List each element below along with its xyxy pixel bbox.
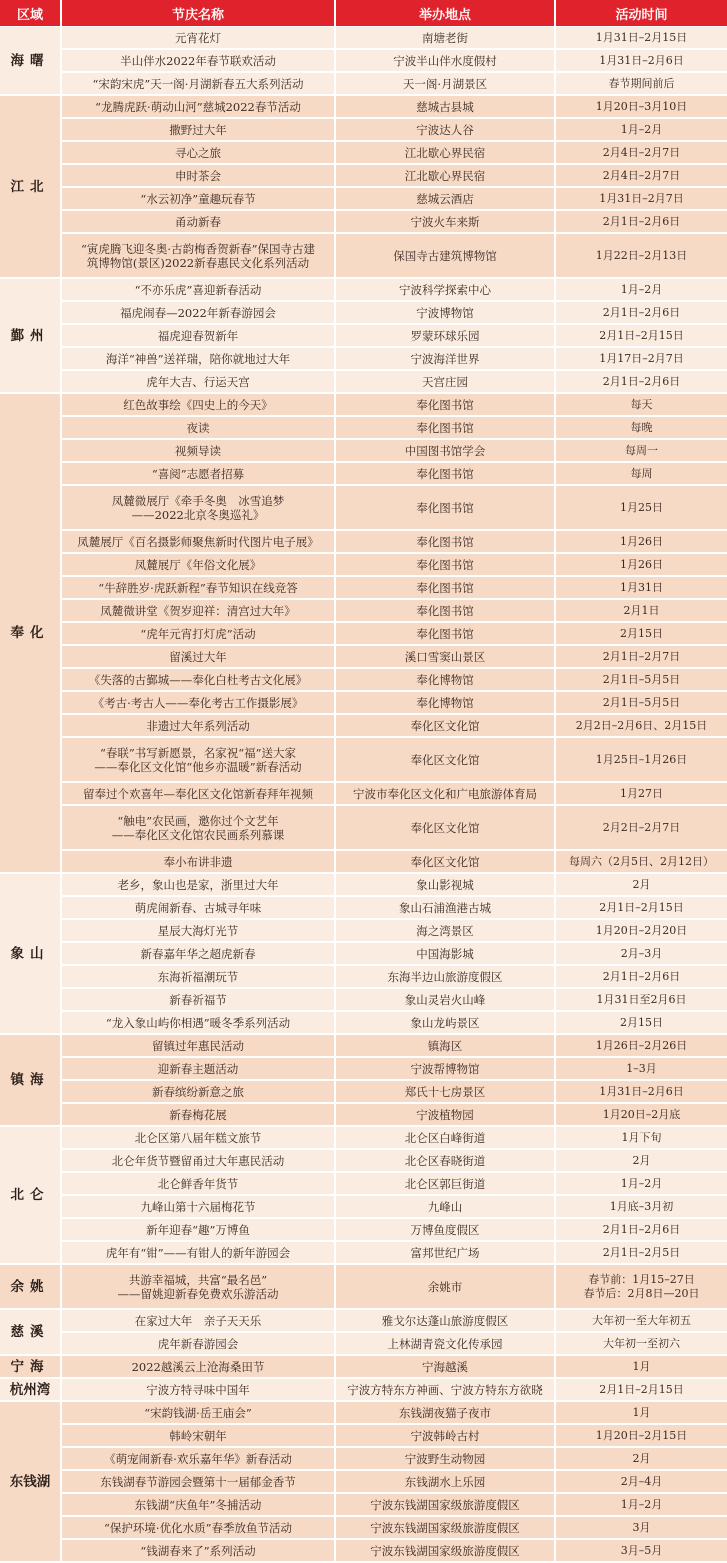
table-row bbox=[0, 851, 727, 874]
time-cell: 3月 bbox=[556, 1517, 727, 1540]
time-cell: 2月2日–2月7日 bbox=[556, 806, 727, 851]
region-cell: 慈溪 bbox=[0, 1310, 62, 1356]
event-name-cell: 共游幸福城，共富“最名邑” ——留姚迎新春免费欢乐游活动 bbox=[62, 1265, 336, 1310]
time-cell: 1月31日–2月7日 bbox=[556, 188, 727, 211]
time-cell: 2月–3月 bbox=[556, 943, 727, 966]
venue-cell: 中国海影城 bbox=[336, 943, 556, 966]
table-row bbox=[0, 1242, 727, 1265]
table-row bbox=[0, 1448, 727, 1471]
event-name-cell: 半山伴水2022年春节联欢活动 bbox=[62, 50, 336, 73]
event-name-cell: 新春梅花展 bbox=[62, 1104, 336, 1127]
time-cell: 每周一 bbox=[556, 440, 727, 463]
time-cell: 1月31日–2月6日 bbox=[556, 50, 727, 73]
time-cell: 1月下旬 bbox=[556, 1127, 727, 1150]
venue-cell: 奉化图书馆 bbox=[336, 463, 556, 486]
table-row bbox=[0, 577, 727, 600]
table-row bbox=[0, 394, 727, 417]
time-cell: 2月1日–2月7日 bbox=[556, 646, 727, 669]
time-cell: 1月20日–2月15日 bbox=[556, 1425, 727, 1448]
event-name-cell: 奉小布讲非遗 bbox=[62, 851, 336, 874]
event-name-cell: “龙腾虎跃·萌动山河”慈城2022春节活动 bbox=[62, 96, 336, 119]
region-cell: 余姚 bbox=[0, 1265, 62, 1310]
event-name-cell: “触电”农民画，邀你过个文艺年 ——奉化区文化馆农民画系列慕课 bbox=[62, 806, 336, 851]
venue-cell: 江北歇心界民宿 bbox=[336, 142, 556, 165]
table-row bbox=[0, 73, 727, 96]
table-row bbox=[0, 119, 727, 142]
table-row bbox=[0, 783, 727, 806]
event-name-cell: 红色故事绘《四史上的今天》 bbox=[62, 394, 336, 417]
time-cell: 1月20日–3月10日 bbox=[556, 96, 727, 119]
venue-cell: 奉化图书馆 bbox=[336, 623, 556, 646]
time-cell: 1月底–3月初 bbox=[556, 1196, 727, 1219]
table-row bbox=[0, 669, 727, 692]
table-row bbox=[0, 920, 727, 943]
table-row bbox=[0, 1081, 727, 1104]
event-name-cell: “喜阅”志愿者招募 bbox=[62, 463, 336, 486]
event-name-cell: “不亦乐虎”喜迎新春活动 bbox=[62, 279, 336, 302]
time-cell: 1月–2月 bbox=[556, 1494, 727, 1517]
region-cell: 杭州湾 bbox=[0, 1379, 62, 1402]
venue-cell: 宁波东钱湖国家级旅游度假区 bbox=[336, 1494, 556, 1517]
venue-cell: 宁波市奉化区文化和广电旅游体育局 bbox=[336, 783, 556, 806]
region-cell: 北仑 bbox=[0, 1127, 62, 1265]
event-name-cell: 凤麓微展厅《牵手冬奥 冰雪追梦 ——2022北京冬奥巡礼》 bbox=[62, 486, 336, 531]
table-row bbox=[0, 897, 727, 920]
venue-cell: 奉化区文化馆 bbox=[336, 715, 556, 738]
time-cell: 1月26日 bbox=[556, 531, 727, 554]
venue-cell: 海之湾景区 bbox=[336, 920, 556, 943]
table-row bbox=[0, 371, 727, 394]
time-cell: 春节期间前后 bbox=[556, 73, 727, 96]
time-cell: 春节前：1月15–27日 春节后：2月8日—20日 bbox=[556, 1265, 727, 1310]
event-name-cell: 北仑鲜香年货节 bbox=[62, 1173, 336, 1196]
table-row bbox=[0, 646, 727, 669]
table-row bbox=[0, 165, 727, 188]
event-name-cell: 凤麓展厅《年俗文化展》 bbox=[62, 554, 336, 577]
table-row bbox=[0, 463, 727, 486]
table-header-row bbox=[0, 0, 727, 27]
time-cell: 1月31日至2月6日 bbox=[556, 989, 727, 1012]
event-name-cell: “龙入象山屿你相遇”暖冬季系列活动 bbox=[62, 1012, 336, 1035]
time-cell: 每周六（2月5日、2月12日） bbox=[556, 851, 727, 874]
table-row bbox=[0, 1012, 727, 1035]
time-cell: 1月31日–2月6日 bbox=[556, 1081, 727, 1104]
event-name-cell: 申时茶会 bbox=[62, 165, 336, 188]
event-name-cell: 《考古·考古人——奉化考古工作摄影展》 bbox=[62, 692, 336, 715]
time-cell: 2月2日–2月6日、2月15日 bbox=[556, 715, 727, 738]
event-name-cell: 北仑区第八届年糕文旅节 bbox=[62, 1127, 336, 1150]
venue-cell: 九峰山 bbox=[336, 1196, 556, 1219]
venue-cell: 宁波野生动物园 bbox=[336, 1448, 556, 1471]
event-name-cell: 凤麓展厅《百名摄影师聚焦新时代图片电子展》 bbox=[62, 531, 336, 554]
event-name-cell: 迎新春主题活动 bbox=[62, 1058, 336, 1081]
table-row bbox=[0, 943, 727, 966]
event-name-cell: 在家过大年 亲子天天乐 bbox=[62, 1310, 336, 1333]
table-row bbox=[0, 531, 727, 554]
table-row bbox=[0, 1104, 727, 1127]
venue-cell: 奉化区文化馆 bbox=[336, 738, 556, 783]
time-cell: 2月1日–2月15日 bbox=[556, 1379, 727, 1402]
time-cell: 2月1日–2月5日 bbox=[556, 1242, 727, 1265]
time-cell: 1月–2月 bbox=[556, 119, 727, 142]
time-cell: 2月 bbox=[556, 1448, 727, 1471]
event-name-cell: “春联”书写新愿景，名家祝“福”送大家 ——奉化区文化馆“他乡亦温暖”新春活动 bbox=[62, 738, 336, 783]
time-cell: 2月1日–2月6日 bbox=[556, 371, 727, 394]
event-name-cell: 海洋“神兽”送祥瑞，陪你就地过大年 bbox=[62, 348, 336, 371]
time-cell: 1月27日 bbox=[556, 783, 727, 806]
event-name-cell: 萌虎闹新春、古城寻年味 bbox=[62, 897, 336, 920]
time-cell: 2月1日–5月5日 bbox=[556, 692, 727, 715]
table-row bbox=[0, 1379, 727, 1402]
venue-cell: 奉化博物馆 bbox=[336, 669, 556, 692]
time-cell: 1月31日–2月15日 bbox=[556, 27, 727, 50]
event-name-cell: 东钱湖“庆鱼年”冬捕活动 bbox=[62, 1494, 336, 1517]
venue-cell: 上林湖青瓷文化传承园 bbox=[336, 1333, 556, 1356]
time-cell: 2月 bbox=[556, 1150, 727, 1173]
time-cell: 2月15日 bbox=[556, 1012, 727, 1035]
venue-cell: 象山影视城 bbox=[336, 874, 556, 897]
event-name-cell: 夜读 bbox=[62, 417, 336, 440]
table-row bbox=[0, 142, 727, 165]
table-row bbox=[0, 325, 727, 348]
region-cell: 鄞州 bbox=[0, 279, 62, 394]
time-cell: 1月 bbox=[556, 1356, 727, 1379]
event-name-cell: 福虎闹春—2022年新春游园会 bbox=[62, 302, 336, 325]
table-row bbox=[0, 806, 727, 851]
venue-cell: 雅戈尔达蓬山旅游度假区 bbox=[336, 1310, 556, 1333]
venue-cell: 保国寺古建筑博物馆 bbox=[336, 234, 556, 279]
event-name-cell: 虎年有“钳”——有钳人的新年游园会 bbox=[62, 1242, 336, 1265]
venue-cell: 罗蒙环球乐园 bbox=[336, 325, 556, 348]
venue-cell: 奉化图书馆 bbox=[336, 531, 556, 554]
event-name-cell: “钱湖春来了”系列活动 bbox=[62, 1540, 336, 1563]
time-cell: 每天 bbox=[556, 394, 727, 417]
venue-cell: 宁波火车来斯 bbox=[336, 211, 556, 234]
time-cell: 2月4日–2月7日 bbox=[556, 165, 727, 188]
event-name-cell: 凤麓微讲堂《贺岁迎祥：清宫过大年》 bbox=[62, 600, 336, 623]
venue-cell: 宁海越溪 bbox=[336, 1356, 556, 1379]
event-name-cell: 元宵花灯 bbox=[62, 27, 336, 50]
table-row bbox=[0, 50, 727, 73]
venue-cell: 奉化图书馆 bbox=[336, 394, 556, 417]
venue-cell: 东海半边山旅游度假区 bbox=[336, 966, 556, 989]
table-row bbox=[0, 874, 727, 897]
event-name-cell: 非遗过大年系列活动 bbox=[62, 715, 336, 738]
event-name-cell: 新春嘉年华之超虎新春 bbox=[62, 943, 336, 966]
time-cell: 2月1日–2月6日 bbox=[556, 966, 727, 989]
event-name-cell: 新年迎春“趣”万博鱼 bbox=[62, 1219, 336, 1242]
venue-cell: 奉化区文化馆 bbox=[336, 851, 556, 874]
venue-cell: 东钱湖夜猫子夜市 bbox=[336, 1402, 556, 1425]
venue-cell: 天宫庄园 bbox=[336, 371, 556, 394]
time-cell: 1月 bbox=[556, 1402, 727, 1425]
event-name-cell: 视频导读 bbox=[62, 440, 336, 463]
event-name-cell: “水云初净”童趣玩春节 bbox=[62, 188, 336, 211]
event-name-cell: “虎年元宵打灯虎”活动 bbox=[62, 623, 336, 646]
table-row bbox=[0, 1219, 727, 1242]
event-name-cell: 福虎迎春贺新年 bbox=[62, 325, 336, 348]
venue-cell: 天一阁·月湖景区 bbox=[336, 73, 556, 96]
event-name-cell: 《萌宠闹新春·欢乐嘉年华》新春活动 bbox=[62, 1448, 336, 1471]
venue-cell: 北仑区白峰街道 bbox=[336, 1127, 556, 1150]
venue-cell: 奉化图书馆 bbox=[336, 600, 556, 623]
event-name-cell: 甬动新春 bbox=[62, 211, 336, 234]
venue-cell: 奉化图书馆 bbox=[336, 486, 556, 531]
venue-cell: 象山石浦渔港古城 bbox=[336, 897, 556, 920]
table-row bbox=[0, 1265, 727, 1310]
venue-cell: 奉化博物馆 bbox=[336, 692, 556, 715]
venue-cell: 宁波韩岭古村 bbox=[336, 1425, 556, 1448]
venue-cell: 北仑区春晓街道 bbox=[336, 1150, 556, 1173]
time-cell: 大年初一至初六 bbox=[556, 1333, 727, 1356]
venue-cell: 奉化图书馆 bbox=[336, 577, 556, 600]
table-row bbox=[0, 27, 727, 50]
time-cell: 2月1日–2月6日 bbox=[556, 211, 727, 234]
time-cell: 每周 bbox=[556, 463, 727, 486]
table-row bbox=[0, 1127, 727, 1150]
venue-cell: 宁波东钱湖国家级旅游度假区 bbox=[336, 1540, 556, 1563]
event-name-cell: 留溪过大年 bbox=[62, 646, 336, 669]
table-row bbox=[0, 440, 727, 463]
venue-cell: 宁波达人谷 bbox=[336, 119, 556, 142]
time-cell: 1月20日–2月20日 bbox=[556, 920, 727, 943]
venue-cell: 宁波科学探索中心 bbox=[336, 279, 556, 302]
venue-cell: 宁波半山伴水度假村 bbox=[336, 50, 556, 73]
table-row bbox=[0, 989, 727, 1012]
table-row bbox=[0, 302, 727, 325]
region-cell: 象山 bbox=[0, 874, 62, 1035]
venue-cell: 奉化区文化馆 bbox=[336, 806, 556, 851]
event-name-cell: 新春缤纷新意之旅 bbox=[62, 1081, 336, 1104]
venue-cell: 宁波植物园 bbox=[336, 1104, 556, 1127]
region-cell: 奉化 bbox=[0, 394, 62, 874]
table-row bbox=[0, 1058, 727, 1081]
time-cell: 1–3月 bbox=[556, 1058, 727, 1081]
venue-cell: 江北歇心界民宿 bbox=[336, 165, 556, 188]
region-cell: 江北 bbox=[0, 96, 62, 279]
time-cell: 1月20日–2月底 bbox=[556, 1104, 727, 1127]
venue-cell: 万博鱼度假区 bbox=[336, 1219, 556, 1242]
event-name-cell: 《失落的古鄞城——奉化白杜考古文化展》 bbox=[62, 669, 336, 692]
time-cell: 1月26日 bbox=[556, 554, 727, 577]
header-event-name: 节庆名称 bbox=[62, 0, 336, 27]
table-row bbox=[0, 1517, 727, 1540]
event-name-cell: 老乡，象山也是家，浙里过大年 bbox=[62, 874, 336, 897]
venue-cell: 宁波帮博物馆 bbox=[336, 1058, 556, 1081]
time-cell: 1月22日–2月13日 bbox=[556, 234, 727, 279]
event-name-cell: 虎年大吉、行运天宫 bbox=[62, 371, 336, 394]
table-row bbox=[0, 1173, 727, 1196]
table-row bbox=[0, 1035, 727, 1058]
event-name-cell: 2022越溪云上沧海桑田节 bbox=[62, 1356, 336, 1379]
venue-cell: 象山龙屿景区 bbox=[336, 1012, 556, 1035]
region-cell: 海曙 bbox=[0, 27, 62, 96]
venue-cell: 宁波海洋世界 bbox=[336, 348, 556, 371]
time-cell: 2月 bbox=[556, 874, 727, 897]
venue-cell: 北仑区郭巨街道 bbox=[336, 1173, 556, 1196]
header-region: 区域 bbox=[0, 0, 62, 27]
event-name-cell: 北仑年货节暨留甬过大年惠民活动 bbox=[62, 1150, 336, 1173]
event-name-cell: 韩岭宋朝年 bbox=[62, 1425, 336, 1448]
venue-cell: 慈城云酒店 bbox=[336, 188, 556, 211]
header-venue: 举办地点 bbox=[336, 0, 556, 27]
table-row bbox=[0, 715, 727, 738]
table-row bbox=[0, 966, 727, 989]
time-cell: 2月–4月 bbox=[556, 1471, 727, 1494]
venue-cell: 东钱湖水上乐园 bbox=[336, 1471, 556, 1494]
table-row bbox=[0, 96, 727, 119]
venue-cell: 余姚市 bbox=[336, 1265, 556, 1310]
time-cell: 每晚 bbox=[556, 417, 727, 440]
region-cell: 宁海 bbox=[0, 1356, 62, 1379]
table-row bbox=[0, 738, 727, 783]
venue-cell: 南塘老街 bbox=[336, 27, 556, 50]
time-cell: 2月1日–2月15日 bbox=[556, 897, 727, 920]
venue-cell: 宁波方特东方神画、宁波方特东方欲晓 bbox=[336, 1379, 556, 1402]
table-row bbox=[0, 1540, 727, 1563]
event-name-cell: “宋韵钱湖·岳王庙会” bbox=[62, 1402, 336, 1425]
time-cell: 2月4日–2月7日 bbox=[556, 142, 727, 165]
venue-cell: 中国图书馆学会 bbox=[336, 440, 556, 463]
time-cell: 2月1日–2月15日 bbox=[556, 325, 727, 348]
table-row bbox=[0, 348, 727, 371]
table-row bbox=[0, 1356, 727, 1379]
venue-cell: 溪口雪窦山景区 bbox=[336, 646, 556, 669]
region-cell: 镇海 bbox=[0, 1035, 62, 1127]
time-cell: 2月15日 bbox=[556, 623, 727, 646]
time-cell: 2月1日–2月6日 bbox=[556, 1219, 727, 1242]
table-row bbox=[0, 1402, 727, 1425]
event-name-cell: 留奉过个欢喜年—奉化区文化馆新春拜年视频 bbox=[62, 783, 336, 806]
table-row bbox=[0, 1310, 727, 1333]
time-cell: 1月25日 bbox=[556, 486, 727, 531]
time-cell: 1月31日 bbox=[556, 577, 727, 600]
time-cell: 2月1日–5月5日 bbox=[556, 669, 727, 692]
table-row bbox=[0, 234, 727, 279]
event-name-cell: 新春祈福节 bbox=[62, 989, 336, 1012]
event-name-cell: 留镇过年惠民活动 bbox=[62, 1035, 336, 1058]
venue-cell: 奉化图书馆 bbox=[336, 417, 556, 440]
table-row bbox=[0, 279, 727, 302]
table-body bbox=[0, 27, 727, 1563]
time-cell: 1月–2月 bbox=[556, 1173, 727, 1196]
venue-cell: 宁波博物馆 bbox=[336, 302, 556, 325]
venue-cell: 慈城古县城 bbox=[336, 96, 556, 119]
region-cell: 东钱湖 bbox=[0, 1402, 62, 1563]
table-row bbox=[0, 486, 727, 531]
event-name-cell: 东钱湖春节游园会暨第十一届郁金香节 bbox=[62, 1471, 336, 1494]
table-row bbox=[0, 211, 727, 234]
event-name-cell: “牛辞胜岁·虎跃新程”春节知识在线竞答 bbox=[62, 577, 336, 600]
table-row bbox=[0, 1494, 727, 1517]
event-name-cell: 撒野过大年 bbox=[62, 119, 336, 142]
table-row bbox=[0, 1425, 727, 1448]
venue-cell: 象山灵岩火山峰 bbox=[336, 989, 556, 1012]
time-cell: 2月1日–2月6日 bbox=[556, 302, 727, 325]
venue-cell: 宁波东钱湖国家级旅游度假区 bbox=[336, 1517, 556, 1540]
header-time: 活动时间 bbox=[556, 0, 727, 27]
table-row bbox=[0, 600, 727, 623]
event-name-cell: 九峰山第十六届梅花节 bbox=[62, 1196, 336, 1219]
event-name-cell: 虎年新春游园会 bbox=[62, 1333, 336, 1356]
time-cell: 大年初一至大年初五 bbox=[556, 1310, 727, 1333]
table-row bbox=[0, 1196, 727, 1219]
venue-cell: 奉化图书馆 bbox=[336, 554, 556, 577]
event-name-cell: 东海祈福潮玩节 bbox=[62, 966, 336, 989]
time-cell: 2月1日 bbox=[556, 600, 727, 623]
table-row bbox=[0, 188, 727, 211]
event-name-cell: 星辰大海灯光节 bbox=[62, 920, 336, 943]
event-name-cell: “寅虎腾飞迎冬奥·古韵梅香贺新春”保国寺古建 筑博物馆(景区)2022新春惠民文化系列活动 bbox=[62, 234, 336, 279]
table-row bbox=[0, 417, 727, 440]
table-row bbox=[0, 1471, 727, 1494]
event-name-cell: “保护环境·优化水质”春季放鱼节活动 bbox=[62, 1517, 336, 1540]
event-name-cell: 宁波方特寻味中国年 bbox=[62, 1379, 336, 1402]
venue-cell: 郑氏十七房景区 bbox=[336, 1081, 556, 1104]
time-cell: 1月–2月 bbox=[556, 279, 727, 302]
table-row bbox=[0, 1333, 727, 1356]
table-row bbox=[0, 1150, 727, 1173]
time-cell: 3月–5月 bbox=[556, 1540, 727, 1563]
table-row bbox=[0, 623, 727, 646]
venue-cell: 富邦世纪广场 bbox=[336, 1242, 556, 1265]
event-name-cell: “宋韵宋虎”天一阁·月湖新春五大系列活动 bbox=[62, 73, 336, 96]
venue-cell: 镇海区 bbox=[336, 1035, 556, 1058]
time-cell: 1月26日–2月26日 bbox=[556, 1035, 727, 1058]
time-cell: 1月17日–2月7日 bbox=[556, 348, 727, 371]
table-row bbox=[0, 554, 727, 577]
time-cell: 1月25日–1月26日 bbox=[556, 738, 727, 783]
event-name-cell: 寻心之旅 bbox=[62, 142, 336, 165]
table-row bbox=[0, 692, 727, 715]
